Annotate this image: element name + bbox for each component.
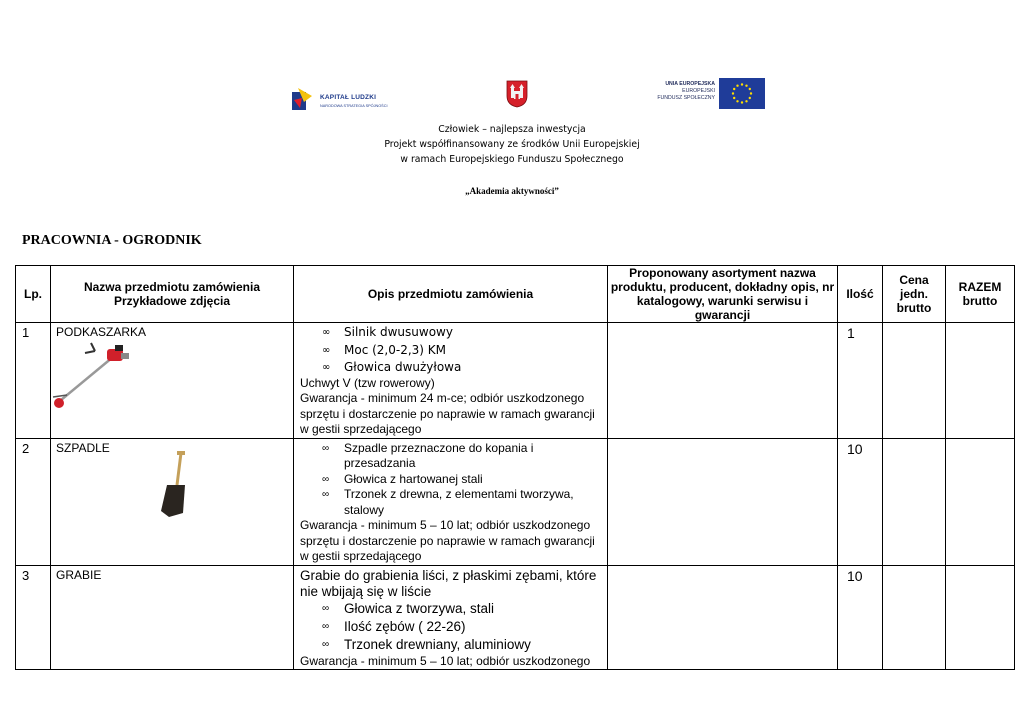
bullet-text: Trzonek drewniany, aluminiowy: [344, 636, 531, 652]
bullet-item: [300, 636, 603, 654]
kapital-ludzki-icon: [292, 88, 312, 110]
infinity-bullet-icon: ∞: [322, 473, 330, 485]
row-intro: Grabie do grabienia liści, z płaskimi zębami, które nie wbijają się w liście: [300, 567, 597, 599]
row-warranty: Gwarancja - minimum 24 m-ce; odbiór uszkodzonego sprzętu i dostarczenie po naprawie w ramach gwarancji w gestii sprzedającego: [300, 391, 595, 436]
project-name: „Akademia aktywności”: [465, 186, 559, 196]
row-proposed: [608, 323, 838, 439]
row-quantity: 10: [838, 438, 883, 565]
bullet-text: Ilość zębów ( 22-26): [344, 618, 466, 634]
row-name-cell: [51, 565, 294, 669]
bullet-text: Szpadle przeznaczone do kopania i przesadzania: [344, 440, 534, 470]
header-line-3: w ramach Europejskiego Funduszu Społecznego: [400, 154, 624, 165]
header-proposed: Proponowany asortyment nazwa produktu, producent, dokładny opis, nr katalogowy, warunki serwisu i gwarancji: [608, 266, 838, 323]
header-lp: Lp.: [16, 266, 51, 323]
header-unit-price: Cena jedn. brutto: [883, 266, 946, 323]
bullet-text: Silnik dwusuwowy: [344, 325, 453, 339]
eu-line-2: EUROPEJSKI: [682, 88, 715, 94]
header-line-2: Projekt współfinansowany ze środków Unii Europejskiej: [384, 139, 640, 150]
row-quantity: 10: [838, 565, 883, 669]
bullet-item: [300, 441, 603, 472]
eu-label: [640, 81, 715, 102]
section-title: PRACOWNIA - OGRODNIK: [22, 233, 202, 248]
header-name: [51, 266, 294, 323]
row-text: Uchwyt V (tzw rowerowy): [300, 375, 435, 390]
table-row: [16, 323, 1015, 439]
bullet-item: [300, 325, 603, 341]
row-unit-price: [883, 323, 946, 439]
table-header-row: [16, 266, 1015, 323]
bullet-item: [300, 600, 603, 618]
bullet-item: [300, 360, 603, 376]
row-description: [294, 323, 608, 439]
infinity-bullet-icon: ∞: [322, 442, 330, 454]
row-quantity: 1: [838, 323, 883, 439]
header-name-line-2: Przykładowe zdjęcia: [113, 294, 231, 308]
row-total: [946, 565, 1015, 669]
infinity-bullet-icon: ∞: [322, 362, 331, 373]
row-unit-price: [883, 565, 946, 669]
row-proposed: [608, 438, 838, 565]
row-unit-price: [883, 438, 946, 565]
header-description: Opis przedmiotu zamówienia: [294, 266, 608, 323]
infinity-bullet-icon: ∞: [322, 638, 330, 650]
city-crest-icon: [506, 80, 528, 108]
eu-line-1: UNIA EUROPEJSKA: [665, 81, 715, 87]
kapital-ludzki-logo: [282, 78, 410, 118]
header-total: RAZEM brutto: [946, 266, 1015, 323]
order-table: [15, 265, 1015, 670]
spade-image: [147, 451, 197, 523]
row-total: [946, 438, 1015, 565]
row-lp: 1: [16, 323, 51, 439]
eu-line-3: FUNDUSZ SPOŁECZNY: [657, 95, 715, 101]
bullet-text: Głowica dwużyłowa: [344, 360, 462, 374]
infinity-bullet-icon: ∞: [322, 489, 330, 500]
bullet-item: [300, 487, 603, 518]
infinity-bullet-icon: ∞: [322, 344, 331, 356]
table-row: [16, 565, 1015, 669]
row-name: SZPADLE: [56, 440, 110, 455]
header-quantity: Ilość: [838, 266, 883, 323]
table-row: [16, 438, 1015, 565]
row-lp: 2: [16, 438, 51, 565]
row-warranty: Gwarancja - minimum 5 – 10 lat; odbiór uszkodzonego sprzętu i dostarczenie po naprawie w ramach gwarancji w gestii sprzedającego: [300, 518, 595, 563]
row-name: GRABIE: [56, 567, 102, 582]
bullet-text: Głowica z tworzywa, stali: [344, 600, 495, 616]
row-name: PODKASZARKA: [56, 325, 147, 339]
row-description: [294, 438, 608, 565]
row-warranty: Gwarancja - minimum 5 – 10 lat; odbiór uszkodzonego: [300, 653, 591, 668]
bullet-item: [300, 472, 603, 488]
row-lp: 3: [16, 565, 51, 669]
row-proposed: [608, 565, 838, 669]
logo-bar: [0, 74, 1024, 118]
row-name-cell: [51, 323, 294, 439]
bullet-item: [300, 618, 603, 636]
infinity-bullet-icon: ∞: [322, 602, 330, 614]
row-total: [946, 323, 1015, 439]
eu-flag-icon: [719, 78, 765, 109]
header-name-line-1: Nazwa przedmiotu zamówienia: [83, 280, 261, 294]
trimmer-image: [51, 339, 141, 411]
bullet-text: Trzonek z drewna, z elementami tworzywa, stalowy: [344, 487, 574, 517]
kapital-ludzki-name: KAPITAŁ LUDZKI: [320, 94, 377, 101]
bullet-text: Moc (2,0-2,3) KM: [344, 342, 447, 357]
bullet-text: Głowica z hartowanej stali: [344, 471, 483, 486]
header-line-1: Człowiek – najlepsza inwestycja: [438, 124, 586, 135]
row-name-cell: [51, 438, 294, 565]
infinity-bullet-icon: ∞: [322, 620, 330, 632]
row-description: [294, 565, 608, 669]
bullet-item: [300, 343, 603, 359]
infinity-bullet-icon: ∞: [322, 327, 331, 338]
kapital-ludzki-subtitle: NARODOWA STRATEGIA SPÓJNOŚCI: [320, 104, 388, 108]
